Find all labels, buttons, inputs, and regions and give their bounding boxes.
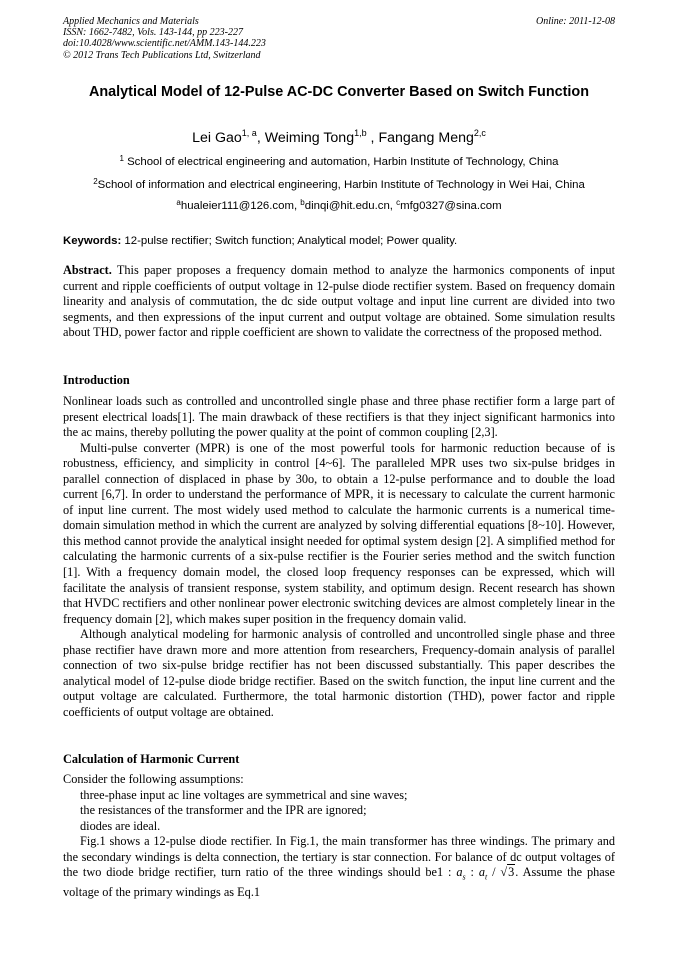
paragraph: Although analytical modeling for harmonic analysis of controlled and uncontrolled single phase and three phase rectifier have drawn more and more attention from researchers, Frequency-domain analysis of parallel connection of two six-pulse bridge rectifier has not been discussed substantially. This paper describes the analytical model of 12-pulse diode bridge rectifier. Based on the switch function, the input line current and the output voltage are calculated. Furthermore, the total harmonic distortion (THD), power factor and ripple coefficients of output voltage are obtained. (63, 627, 615, 719)
math-sub: s (462, 872, 466, 882)
author-sup: 1,b (354, 128, 367, 138)
keywords-label: Keywords: (63, 235, 122, 247)
calculation-body (63, 772, 615, 901)
email-address[interactable]: mfg0327@sina.com (400, 200, 502, 212)
journal-name: Applied Mechanics and Materials (63, 16, 199, 27)
email-sup: b (300, 198, 305, 207)
math-op: / (487, 865, 501, 880)
affiliation-2 (50, 178, 628, 192)
email-address[interactable]: dinqi@hit.edu.cn, (304, 200, 397, 212)
keywords-text: 12-pulse rectifier; Switch function; Analytical model; Power quality. (121, 235, 458, 247)
email-list (50, 199, 628, 213)
keywords (63, 234, 615, 248)
paragraph: Multi-pulse converter (MPR) is one of the most powerful tools for harmonic reduction because of is robustness, efficiency, and simplicity in control [4~6]. The paralleled MPR uses two six-pulse bridges in parallel connection of displaced in phase by 30o, to obtain a 12-pulse performance and to double the load current [6,7]. In order to understand the performance of MPR, it is necessary to calculate the current harmonic of input line current. The most widely used method to calculate the harmonic currents is a numerical time-domain simulation method in which the current are analyzed by solving differential equations [8~10]. However, this method cannot provide the analytical insight needed for optimal system design [2]. A simplified method for calculating the harmonic currents of a six-pulse rectifier is the Fourier series method and the switch function [1]. With a frequency domain model, the closed loop frequency responses can be expressed, which will facilitate the analysis of transient response, system stability, and optimum design. Recent research has shown that HVDC rectifiers and other nonlinear power electronic switching devices are almost completely linear in the frequency domain [2], which makes super position in the frequency domain valid. (63, 440, 615, 626)
turn-ratio-prefix: be1 : (425, 865, 457, 880)
paragraph-text: . Assume the phase voltage of the primary windings as Eq.1 (63, 865, 615, 900)
affiliation-sup: 1 (119, 154, 124, 163)
paragraph (63, 834, 615, 901)
introduction-body (63, 394, 615, 720)
abstract-text: This paper proposes a frequency domain method to analyze the harmonics components of input current and ripple coefficients of output voltage in 12-pulse diode rectifier system. Based on frequency domain linearity and analysis of commutation, the dc side output voltage and input line current are divided into two segments, and then expressions of the input current and output voltage are obtained. Some simulation results about THD, power factor and ripple coefficient are shown to validate the correctness of the proposed method. (63, 263, 615, 340)
author-separator: , (366, 130, 379, 146)
section-heading-introduction: Introduction (63, 373, 130, 387)
affiliation-text: School of electrical engineering and automation, Harbin Institute of Technology, China (123, 156, 559, 168)
author-name: Weiming Tong (264, 130, 355, 146)
section-heading-calculation: Calculation of Harmonic Current (63, 752, 240, 766)
math-sub: t (484, 872, 488, 882)
sqrt-sign: √ (500, 865, 508, 880)
author-sup: 2,c (473, 128, 486, 138)
doi-line: doi:10.4028/www.scientific.net/AMM.143-144.223 (63, 38, 266, 50)
turn-ratio-formula (456, 865, 515, 882)
paragraph-text: Fig.1 shows a 12-pulse diode rectifier. In Fig.1, the main transformer has three windings. The primary and the secondary windings is delta connection, the tertiary is star connection. For balance of dc output voltages of the two diode bridge rectifier, turn ratio of the three windings should (63, 834, 615, 880)
affiliation-text: School of information and electrical engineering, Harbin Institute of Technology in Wei Hai, China (97, 179, 585, 191)
affiliation-1 (50, 155, 628, 169)
paragraph: Nonlinear loads such as controlled and uncontrolled single phase and three phase rectifier form a large part of present electrical loads[1]. The main drawback of these rectifiers is that they inject significant harmonics into the ac mains, thereby polluting the power quality at the point of common coupling [2,3]. (63, 394, 615, 440)
math-var: a (456, 865, 463, 880)
assumption-item: three-phase input ac line voltages are symmetrical and sine waves; (80, 787, 408, 802)
online-date: Online: 2011-12-08 (536, 16, 615, 27)
email-sup: c (396, 198, 401, 207)
author-name: Lei Gao (192, 130, 242, 146)
math-var: a (478, 865, 485, 880)
author-sup: 1, a (241, 128, 257, 138)
abstract (63, 263, 615, 341)
sqrt-radicand: 3 (508, 865, 515, 880)
author-list (63, 128, 615, 148)
author-name: Fangang Meng (378, 130, 474, 146)
math-op: : (465, 865, 479, 880)
journal-header (63, 16, 615, 61)
affiliation-sup: 2 (93, 177, 98, 186)
paper-title: Analytical Model of 12-Pulse AC-DC Converter Based on Switch Function (88, 84, 589, 100)
author-separator: , (256, 130, 265, 146)
email-address[interactable]: hualeier111@126.com, (180, 200, 301, 212)
assumption-item: the resistances of the transformer and the IPR are ignored; (80, 803, 367, 818)
email-sup: a (176, 198, 181, 207)
sqrt-symbol (500, 864, 515, 879)
issn-line: ISSN: 1662-7482, Vols. 143-144, pp 223-227 (63, 27, 243, 39)
copyright-line: © 2012 Trans Tech Publications Ltd, Switzerland (63, 49, 261, 61)
abstract-label: Abstract. (63, 263, 112, 277)
paragraph: Consider the following assumptions: (63, 772, 244, 786)
assumption-item: diodes are ideal. (80, 818, 161, 833)
